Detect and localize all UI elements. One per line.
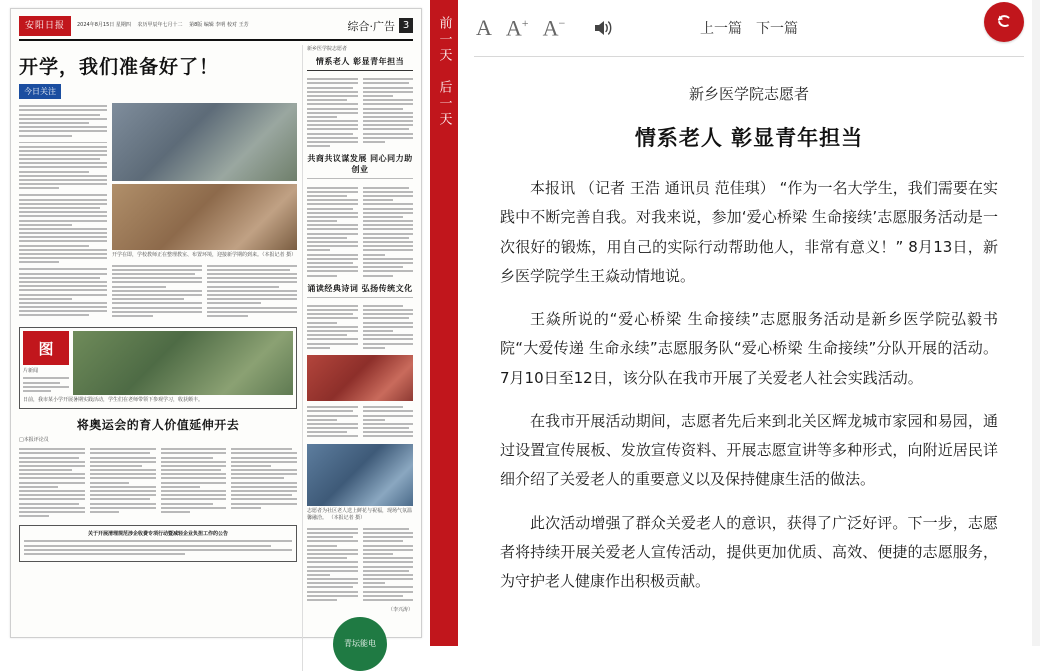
story-column	[19, 446, 85, 519]
newspaper-photo	[112, 103, 297, 181]
story-column	[363, 404, 414, 440]
next-article-link[interactable]: 下一篇	[756, 21, 798, 37]
newspaper-page-pane[interactable]	[0, 0, 430, 649]
speaker-icon[interactable]	[593, 19, 613, 37]
story-column	[363, 184, 414, 278]
article-paragraph: 在我市开展活动期间，志愿者先后来到北关区辉龙城市家园和易园，通过设置宣传展板、发放宣传资料、开展志愿宣讲等多种形式，向附近居民详细介绍了关爱老人的重要意义以及保持健康生活的做法。	[500, 411, 998, 489]
newspaper-kicker: 今日关注	[19, 84, 61, 99]
prev-article-link[interactable]: 上一篇	[700, 21, 742, 37]
scrollbar-track[interactable]	[1032, 0, 1040, 646]
reader-toolbar	[458, 0, 1040, 56]
page-number: 3	[399, 18, 413, 33]
article-paragraph: 此次活动增强了群众关爱老人的意识，获得了广泛好评。下一步，志愿者将持续开展关爱老人宣传活动，提供更加优质、高效、便捷的志愿服务，为守护老人健康作出积极贡献。	[500, 513, 998, 590]
story-column	[161, 446, 227, 519]
day-navigation-bar	[430, 0, 458, 646]
story-column	[363, 303, 414, 351]
story-column	[19, 103, 107, 321]
story-column	[307, 184, 358, 278]
column-headline: 共商共议谋发展 同心同力助创业	[307, 154, 413, 175]
font-size-controls	[476, 14, 613, 41]
photo-caption: 开学在即，学校教师正在整理教室、布置环境，迎接新学期的到来。（本报记者 摄）	[112, 252, 297, 258]
story-column	[363, 526, 414, 604]
photo-caption: 志愿者为社区老人送上鲜花与祝福，现场气氛温馨融洽。 （本报记者 摄）	[307, 507, 413, 522]
column-kicker: 新乡医学院志愿者	[307, 46, 348, 52]
masthead-meta-line: 2024年8月15日 星期四	[77, 21, 131, 28]
font-size-normal-button[interactable]: A	[476, 14, 492, 40]
story-column	[307, 526, 358, 604]
back-arrow-icon[interactable]	[984, 2, 1024, 42]
story-column	[231, 446, 297, 519]
font-size-decrease-label: A	[542, 15, 559, 41]
font-size-decrease-sup: −	[558, 15, 566, 30]
picture-feature-label: 图	[38, 339, 54, 358]
next-day-button[interactable]: 后一天	[436, 80, 452, 128]
newspaper-photo	[307, 355, 413, 401]
article-paragraph: 王焱所说的“爱心桥梁 生命接续”志愿服务活动是新乡医学院弘毅书院“大爱传递 生命永续”志愿服务队“爱心桥梁 生命接续”分队开展的活动。7月10日至12日，该分队在我市开展了关爱老人社会实践活动。	[500, 310, 998, 387]
story-column	[307, 76, 358, 149]
picture-feature-sub: 片新闻	[23, 368, 39, 375]
story-column	[363, 76, 414, 149]
masthead-section	[348, 18, 414, 34]
article-title: 情系老人 彰显青年担当	[634, 126, 864, 150]
newspaper-photo	[73, 331, 293, 395]
newspaper-page[interactable]	[10, 8, 422, 649]
masthead-meta-line: 第8版 编辑 李明 校对 王芳	[189, 21, 249, 28]
article-reader	[458, 0, 1040, 646]
newspaper-headline: 开学，我们准备好了！	[19, 56, 220, 78]
story-column	[307, 303, 358, 351]
picture-feature-badge	[23, 331, 69, 365]
masthead-meta	[77, 22, 342, 30]
photo-caption: 日前，我市某小学开展暑期实践活动，学生们在老师带领下参观学习，收获颇丰。	[23, 397, 204, 404]
masthead-meta-line: 农历甲辰年七月十二	[137, 21, 183, 28]
article-body	[458, 57, 1040, 646]
story-column	[307, 404, 358, 440]
byline: （李兴涛）	[387, 607, 413, 614]
ad-stamp: 青坛能电	[333, 617, 387, 671]
secondary-headline: 将奥运会的育人价值延伸开去	[76, 417, 240, 432]
notice-title: 关于开展清理规范涉企收费专项行动暨减轻企业负担工作的公告	[87, 531, 228, 538]
story-column	[90, 446, 156, 519]
font-size-increase-label: A	[505, 15, 522, 41]
column-headline: 情系老人 彰显青年担当	[315, 57, 405, 66]
byline: □本报评论员	[19, 436, 49, 443]
prev-day-button[interactable]: 前一天	[436, 16, 452, 64]
newspaper-masthead	[19, 15, 413, 41]
newspaper-photo	[307, 444, 413, 506]
newspaper-photo	[112, 184, 297, 250]
font-size-decrease-button[interactable]	[543, 17, 566, 39]
section-label: 综合·广告	[347, 19, 395, 33]
article-source: 新乡医学院志愿者	[688, 85, 809, 103]
column-headline: 诵读经典诗词 弘扬传统文化	[307, 283, 413, 293]
article-navigation	[700, 18, 798, 38]
newspaper-logo: 安阳日报	[19, 16, 71, 36]
font-size-increase-button[interactable]	[506, 17, 529, 39]
article-paragraph: 本报讯 （记者 王浩 通讯员 范佳琪） “作为一名大学生，我们需要在实践中不断完善自我。对我来说，参加‘爱心桥梁 生命接续’志愿服务活动是一次很好的锻炼，用自己的实际行动帮助他人，非常有意义！” 8月13日，新乡医学院学生王焱动情地说。	[500, 179, 998, 285]
font-size-increase-sup: +	[521, 15, 529, 30]
